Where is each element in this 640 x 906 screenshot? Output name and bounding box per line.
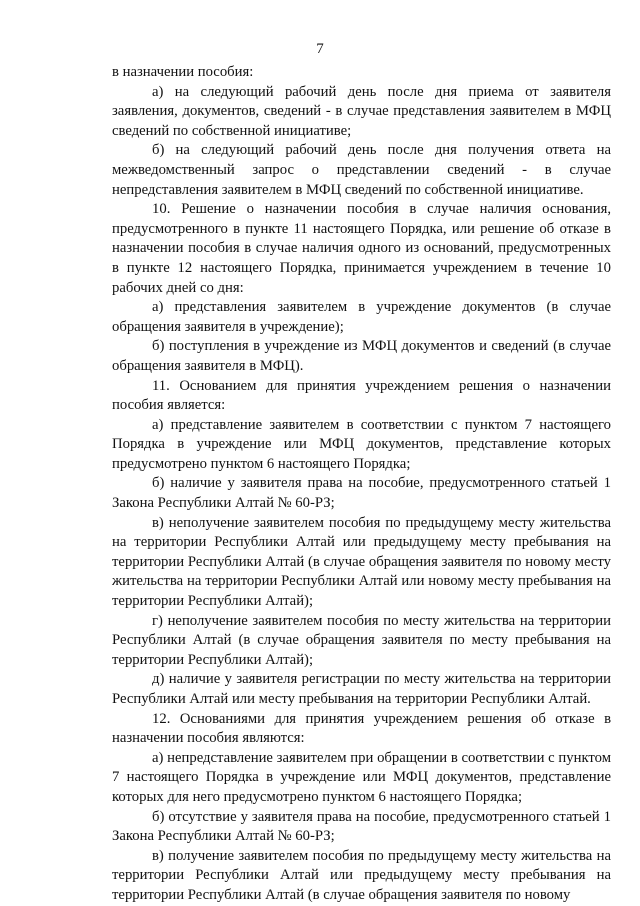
- paragraph: в) неполучение заявителем пособия по предыдущему месту жительства на территории Республики Алтай или предыдущему месту пребывания на территории Республики Алтай (в случае обращения заявителя по новому месту жительства на территории Республики Алтай или новому месту пребывания на территории Республики Алтай);: [112, 514, 611, 610]
- paragraph: б) на следующий рабочий день после дня получения ответа на межведомственный запрос о представлении сведений - в случае непредставления заявителем в МФЦ сведений по собственной инициативе.: [112, 142, 611, 198]
- paragraph: г) неполучение заявителем пособия по месту жительства на территории Республики Алтай (в случае обращения заявителя по месту пребывания на территории Республики Алтай);: [112, 612, 611, 668]
- paragraph: в назначении пособия:: [112, 64, 254, 80]
- paragraph: 10. Решение о назначении пособия в случае наличия основания, предусмотренного в пункте 11 настоящего Порядка, или решение об отказе в назначении пособия в случае наличия одного из оснований, предусмотренных в пункте 12 настоящего Порядка, принимается учреждением в течение 10 рабочих дней со дня:: [112, 201, 611, 296]
- paragraph: а) представление заявителем в соответствии с пунктом 7 настоящего Порядка в учреждение или МФЦ документов, представление которых предусмотрено пунктом 6 настоящего Порядка;: [112, 416, 611, 472]
- document-body: [112, 63, 611, 906]
- paragraph: а) непредставление заявителем при обращении в соответствии с пунктом 7 настоящего Порядка в учреждение или МФЦ документов, представление которых для него предусмотрено пунктом 6 настоящего Порядка;: [112, 749, 611, 805]
- page-number: 7: [316, 41, 324, 57]
- paragraph: а) на следующий рабочий день после дня приема от заявителя заявления, документов, сведений - в случае представления заявителем в МФЦ сведений по собственной инициативе;: [112, 83, 611, 139]
- paragraph: а) представления заявителем в учреждение документов (в случае обращения заявителя в учреждение);: [112, 299, 611, 335]
- paragraph: б) отсутствие у заявителя права на пособие, предусмотренного статьей 1 Закона Республики Алтай № 60-РЗ;: [112, 808, 611, 845]
- paragraph: б) поступления в учреждение из МФЦ документов и сведений (в случае обращения заявителя в МФЦ).: [112, 338, 611, 374]
- paragraph: 12. Основаниями для принятия учреждением решения об отказе в назначении пособия являются:: [112, 710, 611, 747]
- paragraph: в) получение заявителем пособия по предыдущему месту жительства на территории Республики Алтай или предыдущему месту пребывания на территории Республики Алтай (в случае обращения заявителя по новому: [112, 847, 611, 903]
- paragraph: б) наличие у заявителя права на пособие, предусмотренного статьей 1 Закона Республики Алтай № 60-РЗ;: [112, 475, 611, 512]
- paragraph: 11. Основанием для принятия учреждением решения о назначении пособия является:: [112, 377, 611, 414]
- paragraph: д) наличие у заявителя регистрации по месту жительства на территории Республики Алтай или месту пребывания на территории Республики Алтай.: [112, 671, 611, 707]
